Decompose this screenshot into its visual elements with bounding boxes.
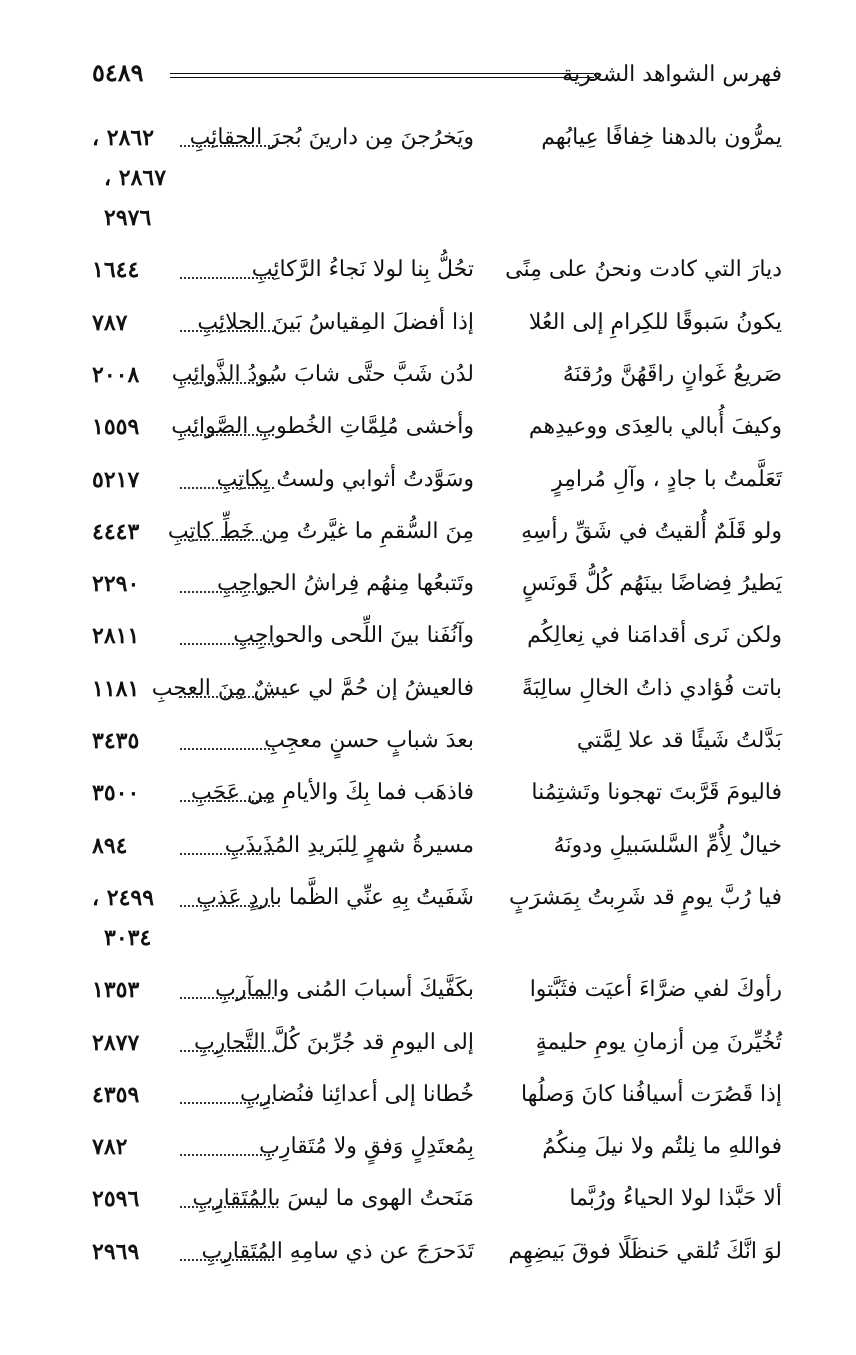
reference-number: ٢٨١١: [92, 623, 140, 650]
index-entry: [92, 1023, 782, 1063]
leader-dots: [180, 696, 274, 698]
index-entry: [92, 773, 782, 813]
verse-first-hemistich: فواللهِ ما نِلتُم ولا نيلَ مِنكُمُ: [542, 1134, 782, 1160]
reference-number: ٥٢١٧: [92, 466, 140, 493]
reference-number: ١٥٥٩: [92, 414, 140, 441]
reference-number: ٣٠٣٤: [104, 925, 152, 952]
index-entry: [92, 407, 782, 447]
header-rule: [170, 73, 594, 78]
reference-number: ٧٨٧: [92, 309, 128, 336]
verse-second-hemistich: مَنَحتُ الهوى ما ليسَ بالمُتَقارِبِ: [192, 1186, 474, 1212]
verse-first-hemistich: ولو قَلَمٌ أُلقيتُ في شَقِّ رأسِهِ: [521, 518, 782, 544]
verse-second-hemistich: فاذهَب فما بِكَ والأيامِ مِن عَجَبِ: [191, 780, 474, 806]
index-entry: [92, 1127, 782, 1167]
index-entry: [92, 512, 782, 552]
verse-second-hemistich: إلى اليومِ قد جُرِّبنَ كُلَّ التَّجارِبِ: [193, 1029, 474, 1055]
verse-first-hemistich: تُخُيِّرنَ مِن أزمانِ يومِ حليمةٍ: [535, 1029, 782, 1055]
index-entry: [92, 616, 782, 656]
leader-dots: [180, 382, 274, 384]
reference-continuation: [92, 158, 782, 198]
verse-second-hemistich: وسَوَّدتُ أثوابي ولستُ بِكاتِبِ: [216, 466, 474, 492]
verse-first-hemistich: يَطيرُ فِضاضًا بينَهُم كُلُّ قَونَسٍ: [522, 571, 782, 597]
reference-number: ٣٥٠٠: [92, 780, 140, 807]
page-header: [92, 58, 782, 94]
verse-second-hemistich: ويَخرُجنَ مِن دارينَ بُجرَ الحقائِبِ: [189, 125, 474, 150]
leader-dots: [180, 1102, 274, 1104]
verse-first-hemistich: خيالٌ لِأُمِّ السَّلسَبيلِ ودونَهُ: [553, 832, 782, 858]
index-entry: [92, 303, 782, 343]
verse-first-hemistich: يمرُّون بالدهنا خِفافًا عِيابُهم: [541, 125, 782, 150]
leader-dots: [180, 145, 274, 147]
reference-number: ٧٨٢: [92, 1134, 128, 1161]
index-entry: [92, 878, 782, 918]
verse-first-hemistich: رأوكَ لفي ضرَّاءَ أعيَت فثَبَّتوا: [529, 977, 782, 1003]
verse-first-hemistich: ديارَ التي كادت ونحنُ على مِنًى: [505, 257, 782, 283]
leader-dots: [180, 1154, 274, 1156]
verse-second-hemistich: مسيرةُ شهرٍ لِلبَريدِ المُذَبذَبِ: [224, 832, 474, 858]
leader-dots: [180, 277, 274, 279]
verse-second-hemistich: تحُلُّ بِنا لولا نَجاءُ الرَّكائِبِ: [251, 257, 474, 283]
verse-first-hemistich: تَعَلَّمتُ با جادٍ ، وآلِ مُرامِرٍ: [551, 466, 782, 492]
leader-dots: [180, 434, 274, 436]
verse-first-hemistich: وكيفَ أُبالي بالعِدَى ووعيدِهم: [528, 414, 782, 440]
leader-dots: [180, 748, 274, 750]
leader-dots: [180, 330, 274, 332]
leader-dots: [180, 800, 274, 802]
leader-dots: [180, 539, 274, 541]
verse-second-hemistich: مِنَ السُّقمِ ما غيَّرتُ مِن خَطِّ كاتِبِ: [167, 518, 474, 544]
verse-second-hemistich: فالعيشُ إن حُمَّ لي عيشٌ مِنَ العجبِ: [151, 675, 474, 701]
verse-first-hemistich: صَريعُ غَوانٍ راقَهُنَّ ورُقنَهُ: [562, 361, 782, 387]
reference-number: ٢٤٩٩ ،: [92, 884, 155, 911]
verse-second-hemistich: إذا أفضلَ المِقياسُ بَينَ الحلائِبِ: [197, 309, 474, 335]
leader-dots: [180, 997, 274, 999]
index-entry: [92, 564, 782, 604]
reference-number: ٤٣٥٩: [92, 1081, 140, 1108]
verse-first-hemistich: ألا حَبَّذا لولا الحياءُ ورُبَّما: [569, 1186, 782, 1212]
verse-first-hemistich: فيا رُبَّ يومٍ قد شَرِبتُ بِمَشرَبٍ: [509, 884, 782, 910]
verse-first-hemistich: لوَ انَّكَ تُلقي حَنظَلًا فوقَ بَيضِهِم: [508, 1238, 782, 1264]
leader-dots: [180, 591, 274, 593]
reference-number: ١١٨١: [92, 675, 140, 702]
index-entry: [92, 1075, 782, 1115]
verse-second-hemistich: بعدَ شبابٍ حسنٍ معجِبِ: [264, 728, 474, 753]
verse-second-hemistich: شَفَيتُ بِهِ عنِّي الظَّما باردٍ عَذبِ: [196, 884, 474, 910]
leader-dots: [180, 853, 274, 855]
reference-number: ٨٩٤: [92, 832, 128, 859]
reference-number: ٣٤٣٥: [92, 728, 140, 754]
page-title: فهرس الشواهد الشعرية: [562, 62, 782, 87]
reference-number: ٢٠٠٨: [92, 361, 140, 388]
leader-dots: [180, 1259, 274, 1261]
index-entry: [92, 460, 782, 500]
page-number: ٥٤٨٩: [92, 58, 144, 87]
leader-dots: [180, 905, 274, 907]
verse-second-hemistich: تَدَحرَجَ عن ذي سامِهِ المُتَقارِبِ: [201, 1238, 474, 1264]
reference-number: ٢٥٩٦: [92, 1186, 140, 1213]
verse-second-hemistich: لدُن شَبَّ حتَّى شابَ سُودُ الذَّوائِبِ: [171, 361, 474, 387]
reference-number: ٢٨٧٧: [92, 1029, 140, 1056]
leader-dots: [180, 1050, 274, 1052]
verse-first-hemistich: بَدَّلتُ شَيئًا قد علا لِمَّتي: [576, 728, 782, 753]
verse-first-hemistich: إذا قَصُرَت أسيافُنا كانَ وَصلُها: [521, 1081, 782, 1107]
verse-second-hemistich: خُطانا إلى أعدائِنا فنُضارِبِ: [240, 1081, 474, 1107]
verse-first-hemistich: يكونُ سَبوقًا للكِرامِ إلى العُلا: [528, 309, 782, 335]
leader-dots: [180, 1206, 274, 1208]
index-entry: [92, 118, 782, 158]
reference-number: ٢٢٩٠: [92, 571, 140, 598]
index-entry: [92, 355, 782, 395]
index-entry: [92, 1232, 782, 1272]
reference-number: ١٦٤٤: [92, 257, 140, 284]
leader-dots: [180, 487, 274, 489]
verse-first-hemistich: ولكن نَرى أقدامَنا في نِعالِكُم: [527, 623, 782, 649]
index-entry: [92, 970, 782, 1010]
index-entry: [92, 669, 782, 709]
reference-continuation: [92, 918, 782, 958]
index-entry: [92, 1179, 782, 1219]
index-entry: [92, 721, 782, 761]
verse-second-hemistich: وأخشى مُلِمَّاتِ الخُطوبِ الصَّوائِبِ: [171, 414, 474, 440]
verse-first-hemistich: باتت فُؤادي ذاتُ الخالِ سالِبَةً: [521, 675, 782, 701]
reference-number: ٢٨٦٢ ،: [92, 125, 155, 151]
reference-number: ٢٩٦٩: [92, 1238, 140, 1265]
verse-second-hemistich: وآنُفَنا بينَ اللِّحى والحواجِبِ: [233, 623, 474, 649]
reference-continuation: [92, 198, 782, 238]
leader-dots: [180, 643, 274, 645]
verse-first-hemistich: فاليومَ قَرَّبتَ تهجونا وتَشتِمُنا: [531, 780, 782, 806]
index-entry: [92, 250, 782, 290]
reference-number: ٢٩٧٦: [104, 205, 152, 232]
reference-number: ١٣٥٣: [92, 977, 140, 1004]
reference-number: ٤٤٤٣: [92, 518, 140, 545]
reference-number: ٢٨٦٧ ،: [104, 165, 167, 192]
verse-second-hemistich: بِمُعتَدِلٍ وَفقٍ ولا مُتَقارِبِ: [259, 1134, 474, 1160]
verse-second-hemistich: بكَفَّيكَ أسبابَ المُنى والمآربِ: [215, 977, 474, 1003]
index-entry: [92, 826, 782, 866]
verse-second-hemistich: وتَتبعُها مِنهُم فِراشُ الحواجِبِ: [217, 571, 474, 597]
